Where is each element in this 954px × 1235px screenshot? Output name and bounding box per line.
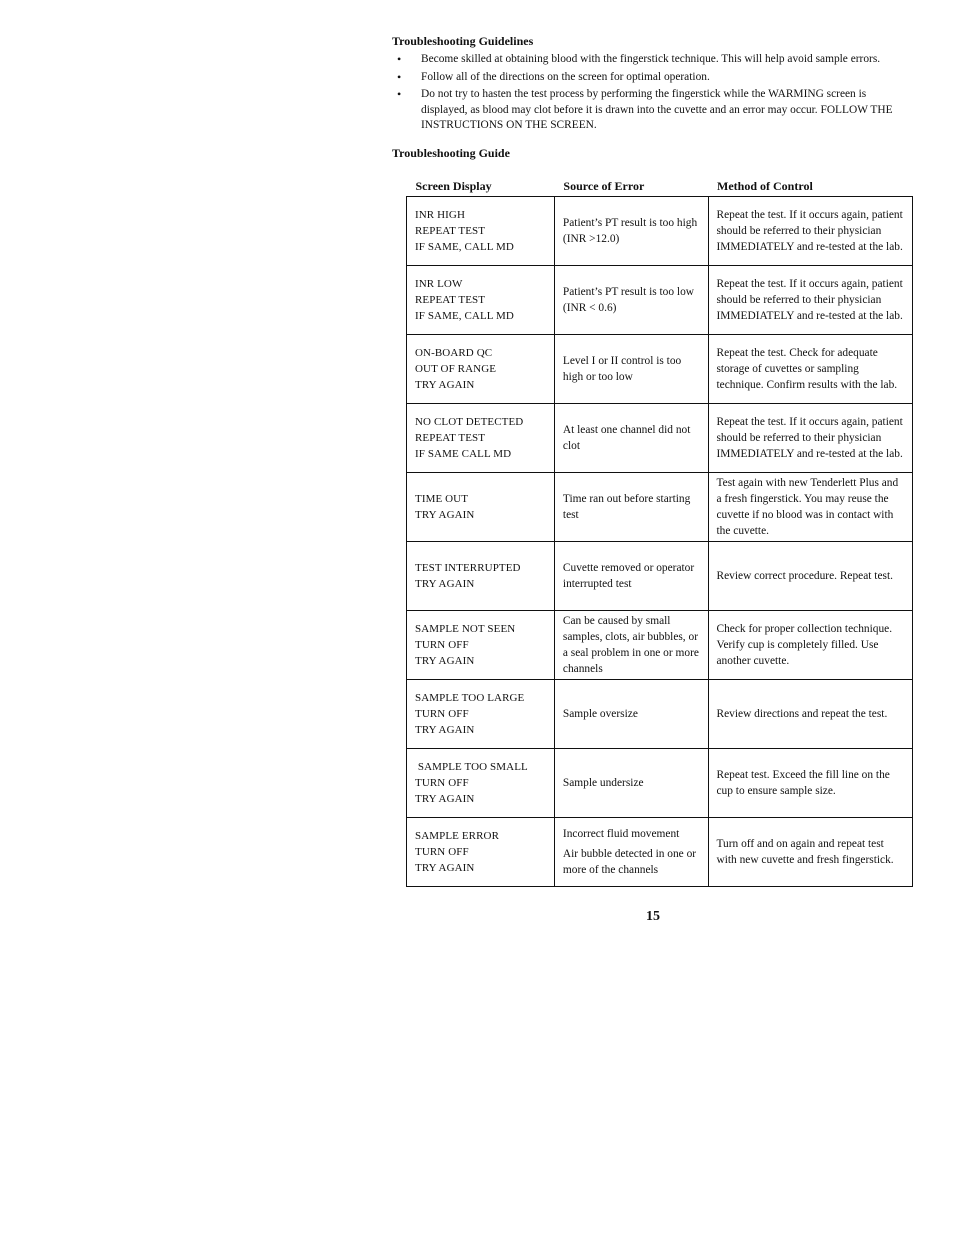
source-of-error-text: Air bubble detected in one or more of the channels — [562, 847, 697, 876]
column-header-source-of-error: Source of Error — [563, 178, 645, 193]
screen-display-line: IF SAME, CALL MD — [415, 309, 514, 322]
screen-display-cell — [407, 679, 555, 748]
guideline-text: Do not try to hasten the test process by performing the fingerstick while the WARMING screen is displayed, as blood may clot before it is drawn into the cuvette and an error may occur. FOLLOW THE INSTRUCTIONS ON THE SCREEN. — [421, 88, 893, 131]
source-of-error-text: Cuvette removed or operator interrupted test — [562, 561, 695, 590]
screen-display-line: SAMPLE TOO LARGE — [415, 691, 525, 704]
method-of-control-text: Test again with new Tenderlett Plus and a fresh fingerstick. You may reuse the cuvette if no blood was in contact with the cuvette. — [716, 476, 899, 537]
guidelines-heading: Troubleshooting Guidelines — [392, 34, 534, 48]
screen-display-line: TRY AGAIN — [415, 723, 475, 736]
document-page — [392, 33, 914, 924]
method-of-control-cell — [708, 265, 913, 334]
method-of-control-cell — [708, 610, 913, 679]
source-of-error-cell — [554, 541, 708, 610]
screen-display-line: TRY AGAIN — [415, 861, 475, 874]
screen-display-line: REPEAT TEST — [415, 293, 486, 306]
screen-display-line: INR LOW — [415, 277, 463, 290]
bullet-icon: • — [397, 69, 402, 84]
screen-display-line: INR HIGH — [415, 208, 465, 221]
table-row — [407, 748, 913, 817]
bullet-icon: • — [397, 87, 402, 101]
source-of-error-cell — [554, 334, 708, 403]
source-of-error-cell — [554, 748, 708, 817]
screen-display-cell — [407, 472, 555, 541]
screen-display-line: TURN OFF — [415, 776, 469, 789]
method-of-control-text: Repeat the test. If it occurs again, patient should be referred to their physician IMMEDIATELY and re-tested at the lab. — [716, 208, 903, 253]
table-body — [407, 196, 913, 886]
source-of-error-text: Patient’s PT result is too high (INR >12.0) — [562, 216, 698, 245]
screen-display-cell — [407, 265, 555, 334]
screen-display-line: TRY AGAIN — [415, 378, 475, 391]
source-of-error-cell — [554, 403, 708, 472]
method-of-control-cell — [708, 541, 913, 610]
column-header-method-of-control: Method of Control — [717, 178, 813, 193]
method-of-control-text: Repeat the test. Check for adequate storage of cuvettes or sampling technique. Confirm results with the lab. — [716, 346, 898, 391]
screen-display-line: TURN OFF — [415, 638, 469, 651]
screen-display-line: TRY AGAIN — [415, 508, 475, 521]
screen-display-cell — [407, 610, 555, 679]
screen-display-line: TURN OFF — [415, 707, 469, 720]
table-row — [407, 679, 913, 748]
guidelines-list — [392, 52, 914, 134]
method-of-control-text: Repeat test. Exceed the fill line on the cup to ensure sample size. — [716, 768, 890, 797]
screen-display-line: TRY AGAIN — [415, 577, 475, 590]
guideline-text: Follow all of the directions on the screen for optimal operation. — [421, 70, 710, 83]
screen-display-line: TRY AGAIN — [415, 654, 475, 667]
screen-display-line: IF SAME CALL MD — [415, 447, 512, 460]
screen-display-line: SAMPLE TOO SMALL — [415, 760, 528, 773]
screen-display-line: TEST INTERRUPTED — [415, 561, 521, 574]
screen-display-line: ON-BOARD QC — [415, 346, 493, 359]
table-row — [407, 403, 913, 472]
source-of-error-text: At least one channel did not clot — [562, 423, 691, 452]
method-of-control-cell — [708, 679, 913, 748]
guideline-item — [392, 52, 914, 68]
table-row — [407, 541, 913, 610]
source-of-error-cell — [554, 265, 708, 334]
guideline-item — [392, 87, 914, 134]
screen-display-line: OUT OF RANGE — [415, 362, 497, 375]
table-row — [407, 334, 913, 403]
method-of-control-cell — [708, 748, 913, 817]
method-of-control-text: Review correct procedure. Repeat test. — [716, 569, 893, 582]
method-of-control-text: Repeat the test. If it occurs again, patient should be referred to their physician IMMEDIATELY and re-tested at the lab. — [716, 415, 903, 460]
screen-display-line: TURN OFF — [415, 845, 469, 858]
source-of-error-text: Sample undersize — [562, 776, 644, 789]
source-of-error-text: Level I or II control is too high or too low — [562, 354, 682, 383]
screen-display-line: TIME OUT — [415, 492, 469, 505]
guideline-text: Become skilled at obtaining blood with the fingerstick technique. This will help avoid sample errors. — [421, 53, 881, 65]
table-header-row — [407, 176, 913, 197]
method-of-control-cell — [708, 196, 913, 265]
guide-heading: Troubleshooting Guide — [392, 145, 510, 160]
screen-display-line: REPEAT TEST — [415, 224, 486, 237]
method-of-control-cell — [708, 403, 913, 472]
method-of-control-cell — [708, 334, 913, 403]
screen-display-cell — [407, 541, 555, 610]
screen-display-line: REPEAT TEST — [415, 431, 486, 444]
method-of-control-text: Turn off and on again and repeat test with new cuvette and fresh fingerstick. — [716, 837, 894, 866]
table-row — [407, 196, 913, 265]
method-of-control-text: Repeat the test. If it occurs again, patient should be referred to their physician IMMEDIATELY and re-tested at the lab. — [716, 277, 903, 322]
method-of-control-cell — [708, 472, 913, 541]
source-of-error-cell — [554, 817, 708, 886]
screen-display-line: SAMPLE NOT SEEN — [415, 622, 516, 635]
screen-display-cell — [407, 817, 555, 886]
source-of-error-text: Sample oversize — [562, 707, 638, 720]
screen-display-cell — [407, 403, 555, 472]
table-row — [407, 472, 913, 541]
screen-display-line: SAMPLE ERROR — [415, 829, 500, 842]
troubleshooting-table — [406, 176, 913, 887]
guideline-item — [392, 70, 914, 86]
screen-display-line: IF SAME, CALL MD — [415, 240, 514, 253]
bullet-icon: • — [397, 52, 402, 66]
source-of-error-text: Patient’s PT result is too low (INR < 0.6) — [562, 285, 695, 314]
screen-display-cell — [407, 748, 555, 817]
screen-display-line: TRY AGAIN — [415, 792, 475, 805]
method-of-control-cell — [708, 817, 913, 886]
source-of-error-text: Time ran out before starting test — [562, 492, 691, 521]
table-row — [407, 817, 913, 886]
screen-display-cell — [407, 196, 555, 265]
source-of-error-text: Incorrect fluid movement — [562, 827, 680, 840]
source-of-error-cell — [554, 610, 708, 679]
table-row — [407, 265, 913, 334]
page-number: 15 — [646, 909, 660, 924]
column-header-screen-display: Screen Display — [415, 178, 492, 193]
screen-display-cell — [407, 334, 555, 403]
source-of-error-cell — [554, 196, 708, 265]
source-of-error-cell — [554, 472, 708, 541]
screen-display-line: NO CLOT DETECTED — [415, 415, 524, 428]
method-of-control-text: Check for proper collection technique. Verify cup is completely filled. Use another cuvette. — [716, 622, 893, 667]
method-of-control-text: Review directions and repeat the test. — [716, 707, 888, 720]
table-row — [407, 610, 913, 679]
source-of-error-cell — [554, 679, 708, 748]
source-of-error-text: Can be caused by small samples, clots, air bubbles, or a seal problem in one or more channels — [562, 614, 699, 675]
